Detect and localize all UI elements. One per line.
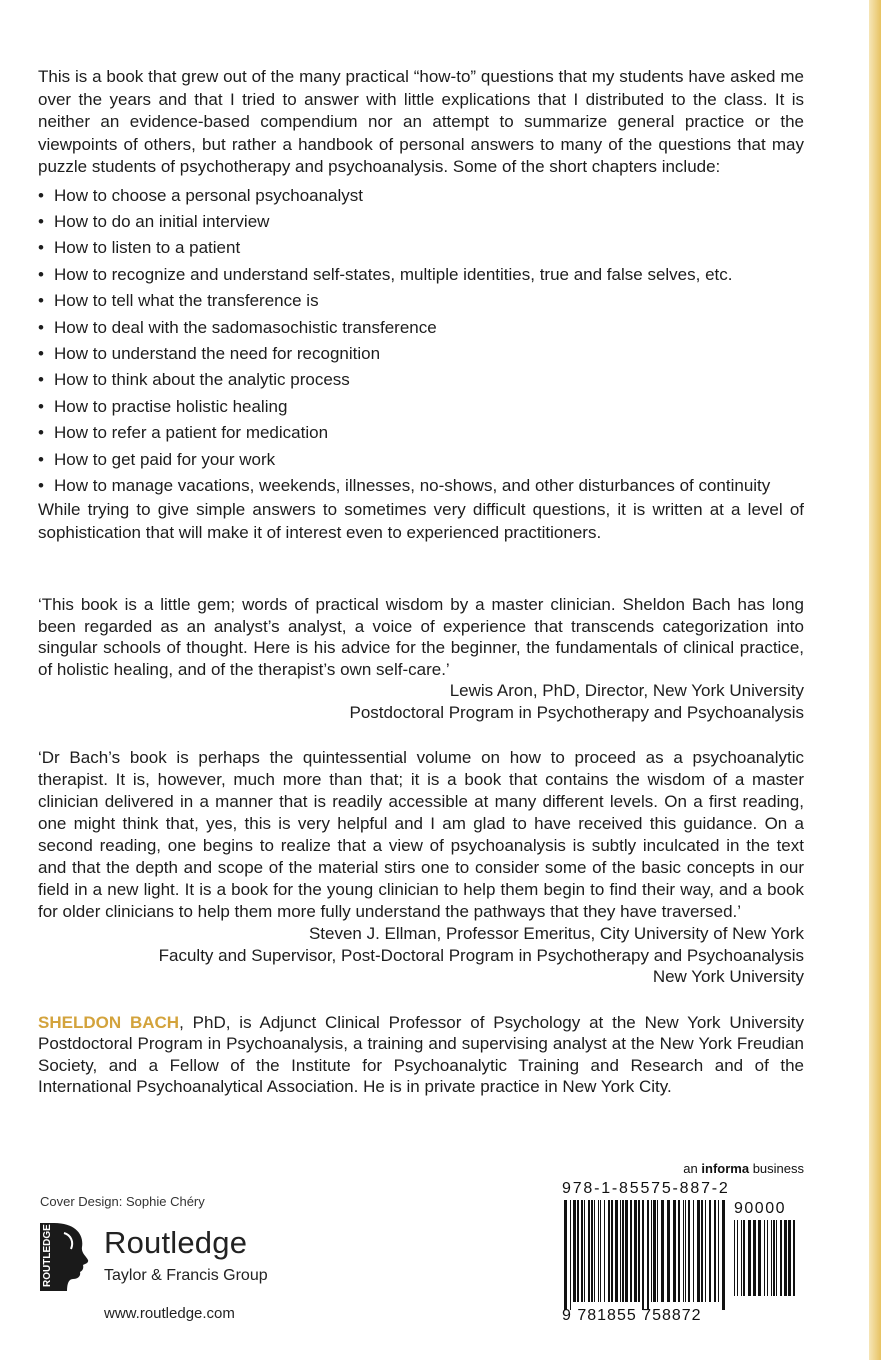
- barcode-bar: [714, 1200, 716, 1302]
- back-cover-text: [38, 66, 804, 1098]
- barcode-bar: [642, 1200, 644, 1310]
- list-item: • How to do an initial interview: [38, 211, 270, 231]
- blurb-intro: This is a book that grew out of the many practical “how-to” questions that my students have asked me over the years and that I tried to answer with little explications that I distributed to the class. It is neither an evidence-based compendium nor an attempt to summarize general practice or the viewpoints of others, but rather a handbook of personal answers to many of the questions that may puzzle students of psychotherapy and psychoanalysis. Some of the short chapters include:: [38, 67, 804, 176]
- routledge-head-icon: [40, 1223, 96, 1291]
- barcode-bar: [793, 1220, 795, 1296]
- barcode-bar: [788, 1220, 791, 1296]
- barcode-bar: [638, 1200, 640, 1302]
- barcode-bar: [701, 1200, 703, 1302]
- list-item: • How to listen to a patient: [38, 238, 241, 258]
- author-bio: [38, 1012, 804, 1098]
- list-item: • How to tell what the transference is: [38, 291, 319, 311]
- barcode-bar: [651, 1200, 652, 1302]
- barcode-bar: [598, 1200, 599, 1302]
- author-name: SHELDON BACH: [38, 1012, 180, 1032]
- list-item: • How to think about the analytic process: [38, 370, 350, 390]
- author-bio-text: , PhD, is Adjunct Clinical Professor of Psychology at the New York University Postdoctoral Program in Psychoanalysis, a training and supervising analyst at the New York Freudian Society, and a Fellow of the Institute for Psychoanalytic Training and Research and of the International Psychoanalytical Association. He is in private practice in New York City.: [38, 1012, 804, 1097]
- list-item: • How to deal with the sadomasochistic transference: [38, 317, 437, 337]
- barcode-bar: [570, 1200, 571, 1310]
- barcode-bar: [577, 1200, 579, 1302]
- barcode-bar: [588, 1200, 590, 1302]
- barcode-bar: [764, 1220, 765, 1296]
- price-code: 90000: [734, 1200, 786, 1217]
- publisher-group: Taylor & Francis Group: [104, 1267, 268, 1284]
- chapter-list: [38, 183, 804, 500]
- barcode-bar: [622, 1200, 624, 1302]
- barcode-bar: [771, 1220, 772, 1296]
- list-item: • How to manage vacations, weekends, illnesses, no-shows, and other disturbances of continuity: [38, 475, 771, 495]
- barcode-bar: [581, 1200, 583, 1302]
- list-item: • How to practise holistic healing: [38, 396, 288, 416]
- barcode-bar: [748, 1220, 751, 1296]
- ean-barcode-icon: [562, 1200, 728, 1310]
- barcode-bar: [611, 1200, 613, 1302]
- barcode-bar: [758, 1220, 761, 1296]
- barcode-bar: [683, 1200, 684, 1302]
- barcode-bar: [678, 1200, 680, 1302]
- barcode-bar: [620, 1200, 621, 1302]
- barcode-bar: [773, 1220, 775, 1296]
- barcode-bar: [688, 1200, 690, 1302]
- list-item: • How to understand the need for recognition: [38, 343, 381, 363]
- endorsement-quote: ‘This book is a little gem; words of practical wisdom by a master clinician. Sheldon Bach has long been regarded as an analyst’s analyst, a voice of experience that transcends categorization into singular schools of thought. Here is his advice for the beginner, the fundamentals of clinical practice, of holistic healing, and of the therapist’s own self-care.’: [38, 595, 804, 679]
- barcode-bar: [625, 1200, 628, 1302]
- svg-text:ROUTLEDGE: ROUTLEDGE: [42, 1224, 53, 1287]
- publisher-name: Routledge: [104, 1225, 248, 1260]
- barcode-bar: [667, 1200, 670, 1302]
- cover-design-credit: Cover Design: Sophie Chéry: [40, 1194, 205, 1209]
- barcode-bar: [685, 1200, 686, 1302]
- publisher-footer: [40, 1194, 360, 1322]
- barcode-bar: [776, 1220, 777, 1296]
- list-item: • How to choose a personal psychoanalyst: [38, 185, 364, 205]
- barcode-bar: [709, 1200, 711, 1302]
- barcode-bar: [573, 1200, 576, 1302]
- barcode-bar: [722, 1200, 725, 1310]
- barcode-bar: [741, 1220, 742, 1296]
- barcode-bar: [767, 1220, 768, 1296]
- barcode-bar: [693, 1200, 694, 1302]
- list-item: • How to recognize and understand self-states, multiple identities, true and false selves, etc.: [38, 264, 733, 284]
- barcode-bar: [743, 1220, 745, 1296]
- isbn-text: 978-1-85575-887-2: [562, 1180, 730, 1197]
- endorsement-ellman: [38, 747, 804, 988]
- book-blurb: [38, 66, 804, 544]
- barcode-bar: [653, 1200, 656, 1302]
- informa-tagline: an informa business: [683, 1161, 804, 1176]
- endorsement-aron: [38, 594, 804, 723]
- barcode-bar: [604, 1200, 605, 1302]
- barcode-bar: [753, 1220, 756, 1296]
- barcode-bar: [780, 1220, 782, 1296]
- barcode: [562, 1200, 812, 1335]
- endorsement-quote: ‘Dr Bach’s book is perhaps the quintessential volume on how to proceed as a psychoanalytic therapist. It is, however, much more than that; it is a book that contains the wisdom of a master clinician delivered in a manner that is readily accessible at many different levels. On a first reading, one might think that, yes, this is very helpful and I am glad to have received this guidance. On a second reading, one begins to realize that a view of psychoanalysis is subtly inculcated in the text and that the depth and scope of the material stirs one to consider some of the basic concepts in our field in a new light. It is a book for the young clinician to help them begin to find their way, and a book for older clinicians to help them more fully understand the pathways that they have traversed.’: [38, 748, 804, 922]
- barcode-bar: [600, 1200, 601, 1302]
- barcode-bar: [564, 1200, 567, 1310]
- list-item: • How to refer a patient for medication: [38, 423, 329, 443]
- blurb-closing: While trying to give simple answers to sometimes very difficult questions, it is written at a level of sophistication that will make it of interest even to experienced practitioners.: [38, 500, 804, 542]
- barcode-bar: [737, 1220, 738, 1296]
- barcode-bar: [584, 1200, 585, 1302]
- barcode-bar: [591, 1200, 593, 1302]
- endorsement-attribution: Steven J. Ellman, Professor Emeritus, City University of New York Faculty and Supervisor, Post-Doctoral Program in Psychotherapy and Psychoanalysis New York University: [158, 924, 804, 987]
- barcode-bar: [673, 1200, 676, 1302]
- barcode-bar: [630, 1200, 632, 1302]
- barcode-bar: [647, 1200, 649, 1310]
- barcode-bar: [615, 1200, 618, 1302]
- barcode-block: [562, 1161, 812, 1335]
- barcode-bar: [594, 1200, 595, 1302]
- barcode-bar: [634, 1200, 637, 1302]
- barcode-bar: [705, 1200, 706, 1302]
- barcode-bar: [718, 1200, 719, 1302]
- barcode-bar: [608, 1200, 610, 1302]
- barcode-bar: [657, 1200, 658, 1302]
- spine-edge-strip: [869, 0, 881, 1360]
- addon-barcode-icon: [732, 1220, 802, 1320]
- barcode-digits: 9 781855 758872: [562, 1307, 702, 1324]
- barcode-bar: [697, 1200, 700, 1302]
- list-item: • How to get paid for your work: [38, 449, 276, 469]
- barcode-bar: [661, 1200, 664, 1302]
- routledge-logo: [40, 1223, 360, 1293]
- barcode-bar: [734, 1220, 735, 1296]
- publisher-url: www.routledge.com: [104, 1305, 235, 1322]
- endorsement-attribution: Lewis Aron, PhD, Director, New York University Postdoctoral Program in Psychotherapy and Psychoanalysis: [349, 681, 804, 722]
- barcode-bar: [784, 1220, 787, 1296]
